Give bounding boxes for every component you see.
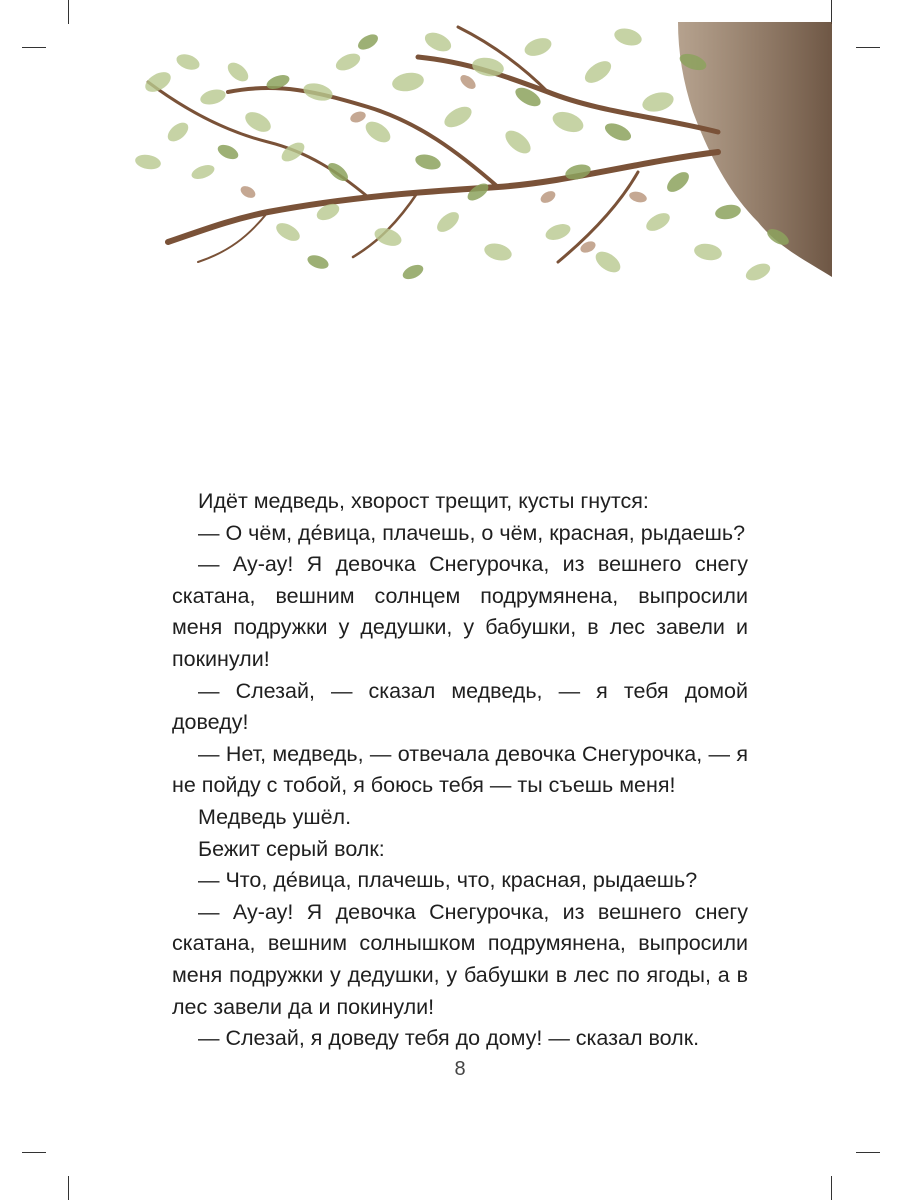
tree-branch-illustration <box>118 22 832 322</box>
paragraph: — Нет, медведь, — отвечала девочка Снегурочка, — я не пойду с тобой, я боюсь тебя — ты съешь меня! <box>172 741 748 798</box>
crop-mark <box>22 1152 46 1153</box>
paragraph: — Что, де́вица, плачешь, что, красная, рыдаешь? <box>198 868 698 893</box>
crop-mark <box>831 1176 832 1200</box>
paragraph: — Ау-ау! Я девочка Снегурочка, из вешнего снегу скатана, вешним солнцем подрумянена, выпросили меня подружки у дедушки, у бабушки, в лес завели и покинули! <box>172 552 748 671</box>
page-number: 8 <box>454 1058 466 1080</box>
crop-mark <box>856 1152 880 1153</box>
crop-mark <box>68 0 69 24</box>
paragraph: — Слезай, — сказал медведь, — я тебя домой доведу! <box>172 678 748 735</box>
crop-mark <box>856 47 880 48</box>
crop-mark <box>68 1176 69 1200</box>
crop-mark <box>831 0 832 24</box>
paragraph: — Слезай, я доведу тебя до дому! — сказал волк. <box>198 1026 700 1051</box>
paragraph: — О чём, де́вица, плачешь, о чём, красная, рыдаешь? <box>198 520 746 545</box>
paragraph: Бежит серый волк: <box>198 836 385 861</box>
paragraph: — Ау-ау! Я девочка Снегурочка, из вешнего снегу скатана, вешним солнышком подрумянена, выпросили меня подружки у дедушки, у бабушки в лес по ягоды, а в лес завели да и покинули! <box>172 899 748 1019</box>
story-text <box>172 486 748 1055</box>
crop-mark <box>22 47 46 48</box>
paragraph: Идёт медведь, хворост трещит, кусты гнутся: <box>198 489 649 513</box>
paragraph: Медведь ушёл. <box>198 804 352 829</box>
